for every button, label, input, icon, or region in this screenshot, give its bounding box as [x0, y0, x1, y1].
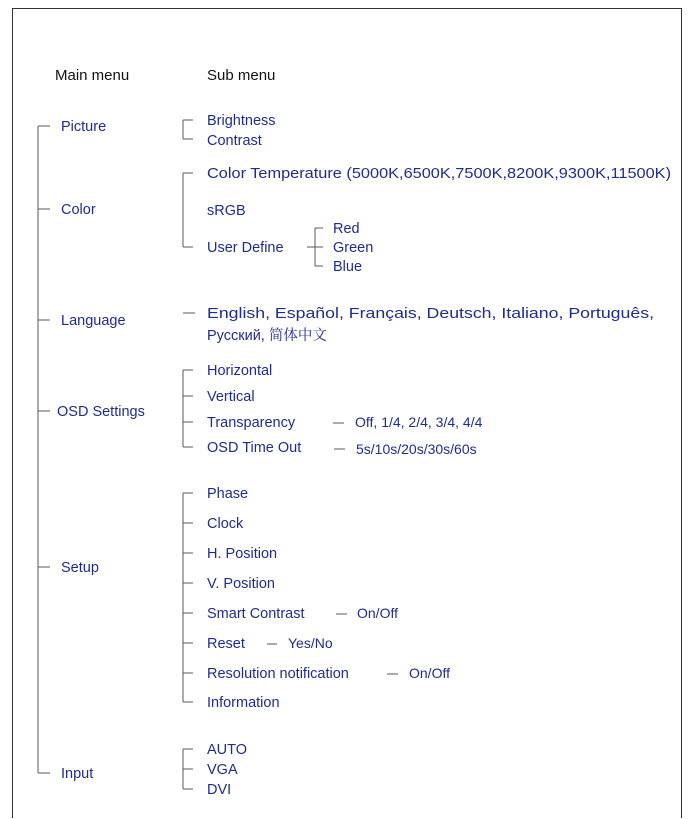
smart-contrast-options: On/Off [357, 605, 398, 621]
sub-item-osd-time-out: OSD Time Out [207, 440, 302, 456]
sub-item-srgb: sRGB [207, 203, 246, 219]
sub-item-reset: Reset [207, 636, 245, 652]
main-item-language: Language [61, 313, 126, 329]
reset-options: Yes/No [288, 635, 333, 651]
sub-item-transparency: Transparency [207, 415, 296, 431]
sub-item-vertical: Vertical [207, 389, 255, 405]
sub-item-blue: Blue [333, 259, 363, 275]
main-item-input: Input [61, 766, 94, 782]
transparency-options: Off, 1/4, 2/4, 3/4, 4/4 [355, 414, 483, 430]
sub-item-auto: AUTO [207, 742, 248, 758]
sub-item-smart-contrast: Smart Contrast [207, 606, 305, 622]
main-menu-header: Main menu [55, 67, 130, 84]
sub-item-clock: Clock [207, 516, 244, 532]
sub-item-v-position: V. Position [207, 576, 275, 592]
sub-item-user-define: User Define [207, 240, 284, 256]
language-options-line1: English, Español, Français, Deutsch, Italiano, Português, [207, 306, 654, 322]
main-item-color: Color [61, 202, 96, 218]
sub-item-information: Information [207, 695, 280, 711]
menu-diagram-frame [12, 8, 682, 818]
timeout-options: 5s/10s/20s/30s/60s [356, 441, 477, 457]
sub-item-horizontal: Horizontal [207, 363, 273, 379]
sub-item-contrast: Contrast [207, 133, 262, 149]
main-item-setup: Setup [61, 560, 99, 576]
main-item-picture: Picture [61, 119, 107, 135]
sub-item-phase: Phase [207, 486, 249, 502]
sub-item-brightness: Brightness [207, 113, 276, 129]
menu-tree [13, 9, 683, 819]
sub-item-green: Green [333, 240, 374, 256]
sub-item-vga: VGA [207, 762, 238, 778]
main-item-osd-settings: OSD Settings [57, 404, 145, 420]
sub-menu-header: Sub menu [207, 67, 276, 84]
sub-item-resolution-notification: Resolution notification [207, 666, 349, 682]
sub-item-red: Red [333, 221, 360, 237]
sub-item-h-position: H. Position [207, 546, 278, 562]
language-options-line2: Русский, 简体中文 [207, 328, 327, 344]
resolution-notification-options: On/Off [409, 665, 450, 681]
sub-item-color-temperature: Color Temperature (5000K,6500K,7500K,8200K,9300K,11500K) [207, 166, 671, 182]
sub-item-dvi: DVI [207, 782, 232, 798]
